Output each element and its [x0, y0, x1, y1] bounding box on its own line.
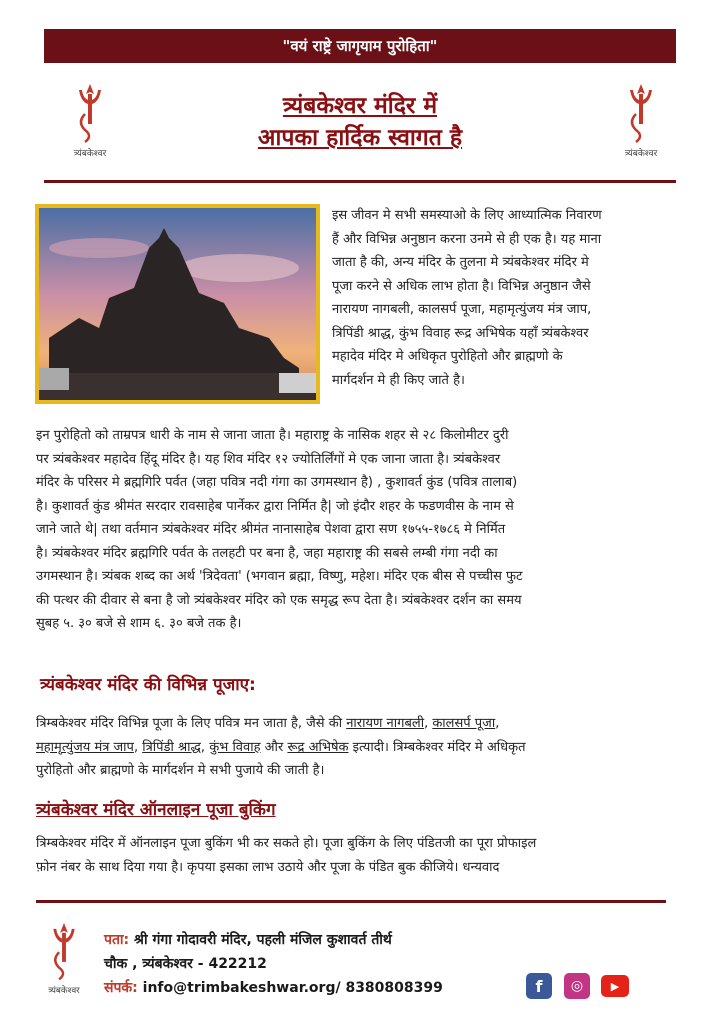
title-line-1: त्र्यंबकेश्वर मंदिर में: [282, 93, 438, 119]
link-kalsarp-puja[interactable]: कालसर्प पूजा: [432, 716, 496, 731]
history-paragraph: [36, 424, 696, 636]
contact-link[interactable]: info@trimbakeshwar.org/ 8380808399: [137, 980, 443, 996]
text-line: नारायण नागबली, कालसर्प पूजा, महामृत्युंजय मंत्र जाप,: [332, 302, 592, 317]
text-line: है। कुशावर्त कुंड श्रीमंत सरदार रावसाहेब पार्नेकर द्वारा निर्मित है| जो इंदौर शहर के फडणवीस के नाम से: [36, 498, 514, 514]
trishul-icon: [606, 80, 676, 160]
text-line: पूजा करने से अधिक लाभ होता है। विभिन्न अनुष्ठान जैसे: [332, 278, 591, 294]
text-line: की पत्थर की दीवार से बना है जो त्र्यंबकेश्वर मंदिर को एक समृद्ध रूप देता है। त्र्यंबकेश्वर दर्शन का समय: [36, 592, 522, 608]
youtube-icon[interactable]: ▶: [601, 975, 629, 997]
link-tripindi-shradh[interactable]: त्रिपिंडी श्राद्ध: [142, 739, 201, 755]
logo-text: त्र्यंबकेश्वर: [73, 149, 107, 159]
link-mahamrityunjay-jap[interactable]: महामृत्युंजय मंत्र जाप: [36, 739, 134, 755]
text-line: जाता है की, अन्य मंदिर के तुलना मे त्र्यंबकेश्वर मंदिर मे: [332, 255, 589, 270]
text-line: महामृत्युंजय मंत्र जाप, त्रिपिंडी श्राद्ध, कुंभ विवाह और रूद्र अभिषेक इत्यादी। त्रिम्बकेश्वर मंदिर मे अधिकृत: [36, 739, 526, 755]
divider-top: [44, 180, 676, 183]
title-line-2: आपका हार्दिक स्वागत है: [257, 125, 463, 151]
address-line: पता: श्री गंगा गोदावरी मंदिर, पहली मंजिल कुशावर्त तीर्थ: [104, 932, 392, 948]
logo-text: त्र्यंबकेश्वर: [48, 985, 80, 996]
trishul-icon: [30, 918, 98, 998]
link-kumbh-vivah[interactable]: कुंभ विवाह: [209, 739, 261, 755]
page-title: [170, 90, 550, 154]
text-line: इस जीवन मे सभी समस्याओ के लिए आध्यात्मिक निवारण: [332, 208, 602, 223]
divider-bottom: [36, 900, 666, 903]
text-line: हैं और विभिन्न अनुष्ठान करना उनमे से ही एक है। यह माना: [332, 231, 602, 247]
text-line: जाने जाते थे| तथा वर्तमान त्र्यंबकेश्वर मंदिर श्रीमंत नानासाहेब पेशवा द्वारा सण १७५५-१७८६ मे निर्मित: [36, 522, 506, 537]
text-line: त्रिपिंडी श्राद्ध, कुंभ विवाह रूद्र अभिषेक यहाँ त्र्यंबकेश्वर: [332, 325, 589, 341]
motto-text: "वयं राष्ट्रे जागृयाम पुरोहिता": [282, 37, 438, 55]
text-line: सुबह ५. ३० बजे से शाम ६. ३० बजे तक है।: [36, 616, 242, 631]
online-paragraph: [36, 832, 712, 879]
pujas-heading: त्र्यंबकेश्वर मंदिर की विभिन्न पूजाए:: [40, 675, 256, 695]
trident-logo-left: [55, 80, 125, 160]
text-line: पर त्र्यंबकेश्वर महादेव हिंदू मंदिर है। यह शिव मंदिर १२ ज्योतिर्लिंगों मे एक जाना जाता है। त्र्यंबकेश्वर: [36, 451, 501, 467]
logo-text: त्र्यंबकेश्वर: [624, 149, 658, 159]
trident-logo-footer: [30, 918, 98, 998]
trident-logo-right: [606, 80, 676, 160]
text-line: उगमस्थान है। त्र्यंबक शब्द का अर्थ 'त्रिदेवता' (भगवान ब्रह्मा, विष्णु, महेश। मंदिर एक बीस से पच्चीस फुट: [36, 569, 523, 584]
instagram-icon[interactable]: ◎: [564, 973, 590, 999]
intro-paragraph: [332, 204, 707, 392]
text-line: महादेव मंदिर मे अधिकृत पुरोहितो और ब्राह्मणो के: [332, 349, 563, 364]
link-narayan-nagbali[interactable]: नारायण नागबली: [346, 716, 425, 731]
contact-line: [104, 976, 443, 1000]
text-line: पुरोहितो और ब्राह्मणो के मार्गदर्शन मे सभी पुजाये की जाती है।: [36, 763, 325, 778]
online-booking-heading: त्र्यंबकेश्वर मंदिर ऑनलाइन पूजा बुकिंग: [36, 800, 276, 820]
text-line: इन पुरोहितो को ताम्रपत्र धारी के नाम से जाना जाता है। महाराष्ट्र के नासिक शहर से २८ किलोमीटर दुरी: [36, 428, 509, 443]
address-line: चौक , त्र्यंबकेश्वर - 422212: [104, 956, 267, 972]
text-line: है। त्र्यंबकेश्वर मंदिर ब्रह्मगिरि पर्वत के तलहटी पर बना है, जहा महाराष्ट्र की सबसे लम्बी गंगा नदी का: [36, 545, 498, 561]
contact-label: संपर्क:: [104, 980, 138, 996]
text-line: मंदिर के परिसर मे ब्रह्मगिरि पर्वत (जहा पवित्र नदी गंगा का उगमस्थान है) , कुशावर्त कुंड (पवित्र तालाब): [36, 475, 518, 490]
text-line: त्रिम्बकेश्वर मंदिर में ऑनलाइन पूजा बुकिंग भी कर सकते हो। पूजा बुकिंग के लिए पंडितजी का पूरा प्रोफाइल: [36, 836, 537, 851]
facebook-icon[interactable]: f: [526, 973, 552, 999]
text-line: त्रिम्बकेश्वर मंदिर विभिन्न पूजा के लिए पवित्र मन जाता है, जैसे की नारायण नागबली, कालसर्प पूजा,: [36, 716, 500, 731]
text-line: फ़ोन नंबर के साथ दिया गया है। कृपया इसका लाभ उठाये और पूजा के पंडित बुक कीजिये। धन्यवाद: [36, 859, 500, 875]
footer-address: [104, 928, 443, 1000]
motto-banner: [44, 29, 676, 63]
temple-photo: [35, 204, 320, 404]
trishul-icon: [55, 80, 125, 160]
link-rudra-abhishek[interactable]: रूद्र अभिषेक: [287, 739, 349, 755]
address-label: पता:: [104, 932, 130, 948]
text-line: मार्गदर्शन मे ही किए जाते है।: [332, 372, 465, 388]
pujas-paragraph: [36, 712, 706, 783]
